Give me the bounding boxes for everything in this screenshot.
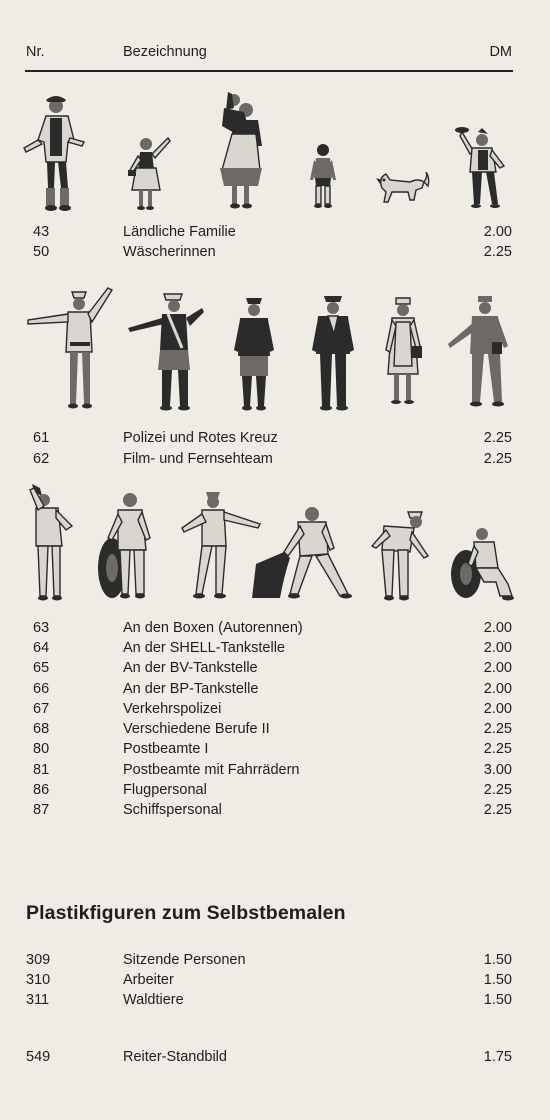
girl-figure (124, 132, 176, 212)
dog-figure (374, 168, 430, 208)
police-officer-figure (124, 290, 208, 412)
item-name: Wäscherinnen (123, 244, 216, 260)
item-nr: 63 (33, 620, 50, 636)
item-price: 1.75 (483, 1049, 512, 1065)
item-nr: 50 (33, 244, 50, 260)
item-name: Schiffspersonal (123, 802, 222, 818)
worker-figure (444, 294, 514, 410)
waving-man-figure (452, 122, 512, 212)
officer-figure (310, 294, 356, 412)
item-nr: 549 (26, 1049, 51, 1065)
boy-figure (308, 142, 338, 212)
header-nr: Nr. (26, 44, 45, 60)
item-nr: 81 (33, 762, 50, 778)
list-item (0, 658, 550, 678)
list-item (0, 739, 550, 759)
list-item (0, 760, 550, 780)
item-name: Sitzende Personen (123, 952, 246, 968)
item-name: Ländliche Familie (123, 224, 236, 240)
item-name: Postbeamte I (123, 741, 209, 757)
list-item (0, 990, 550, 1010)
item-price: 2.00 (483, 640, 512, 656)
item-price: 2.25 (483, 721, 512, 737)
header-bezeichnung: Bezeichnung (123, 44, 207, 60)
drinking-mechanic-figure (22, 482, 78, 604)
item-price: 3.00 (483, 762, 512, 778)
item-price: 2.25 (483, 244, 512, 260)
list-item (0, 679, 550, 699)
item-price: 2.25 (483, 430, 512, 446)
mother-with-child-figure (212, 90, 272, 212)
item-price: 2.25 (483, 782, 512, 798)
item-price: 1.50 (483, 972, 512, 988)
item-nr: 66 (33, 681, 50, 697)
item-price: 1.50 (483, 952, 512, 968)
item-price: 2.25 (483, 741, 512, 757)
guard-figure (232, 296, 276, 412)
item-nr: 87 (33, 802, 50, 818)
item-nr: 61 (33, 430, 50, 446)
item-name: An der BV-Tankstelle (123, 660, 258, 676)
item-nr: 80 (33, 741, 50, 757)
item-name: Verkehrspolizei (123, 701, 222, 717)
list-item (0, 699, 550, 719)
item-name: Film- und Fernsehteam (123, 451, 273, 467)
item-name: Arbeiter (123, 972, 174, 988)
item-nr: 65 (33, 660, 50, 676)
nurse-figure (382, 296, 426, 410)
item-name: Flugpersonal (123, 782, 207, 798)
list-item (0, 618, 550, 638)
item-nr: 62 (33, 451, 50, 467)
item-nr: 309 (26, 952, 51, 968)
item-nr: 68 (33, 721, 50, 737)
list-item (0, 1047, 550, 1067)
tire-mechanic-figure (96, 490, 156, 604)
header-rule (25, 70, 513, 72)
header-dm: DM (489, 44, 512, 60)
section-title: Plastikfiguren zum Selbstbemalen (26, 902, 346, 924)
item-price: 2.00 (483, 681, 512, 697)
item-nr: 64 (33, 640, 50, 656)
list-item (0, 222, 550, 242)
list-item (0, 638, 550, 658)
item-nr: 43 (33, 224, 50, 240)
item-nr: 310 (26, 972, 51, 988)
list-item (0, 800, 550, 820)
item-price: 2.25 (483, 451, 512, 467)
farmer-figure (18, 92, 90, 212)
list-item (0, 428, 550, 448)
flag-marshal-figure (250, 502, 358, 602)
list-item (0, 719, 550, 739)
item-nr: 67 (33, 701, 50, 717)
kneeling-mechanic-figure (448, 524, 516, 602)
item-name: An der SHELL-Tankstelle (123, 640, 285, 656)
list-item (0, 780, 550, 800)
list-item (0, 242, 550, 262)
bending-mechanic-figure (364, 510, 434, 602)
list-item (0, 970, 550, 990)
item-name: Polizei und Rotes Kreuz (123, 430, 278, 446)
item-name: Reiter-Standbild (123, 1049, 227, 1065)
item-price: 2.00 (483, 660, 512, 676)
traffic-police-figure (24, 282, 116, 412)
item-price: 2.25 (483, 802, 512, 818)
item-name: An den Boxen (Autorennen) (123, 620, 303, 636)
item-name: Verschiedene Berufe II (123, 721, 270, 737)
item-price: 1.50 (483, 992, 512, 1008)
item-name: An der BP-Tankstelle (123, 681, 259, 697)
list-item (0, 449, 550, 469)
item-nr: 311 (26, 992, 50, 1008)
item-name: Postbeamte mit Fahrrädern (123, 762, 300, 778)
item-price: 2.00 (483, 224, 512, 240)
item-nr: 86 (33, 782, 50, 798)
item-price: 2.00 (483, 620, 512, 636)
item-price: 2.00 (483, 701, 512, 717)
item-name: Waldtiere (123, 992, 184, 1008)
list-item (0, 950, 550, 970)
